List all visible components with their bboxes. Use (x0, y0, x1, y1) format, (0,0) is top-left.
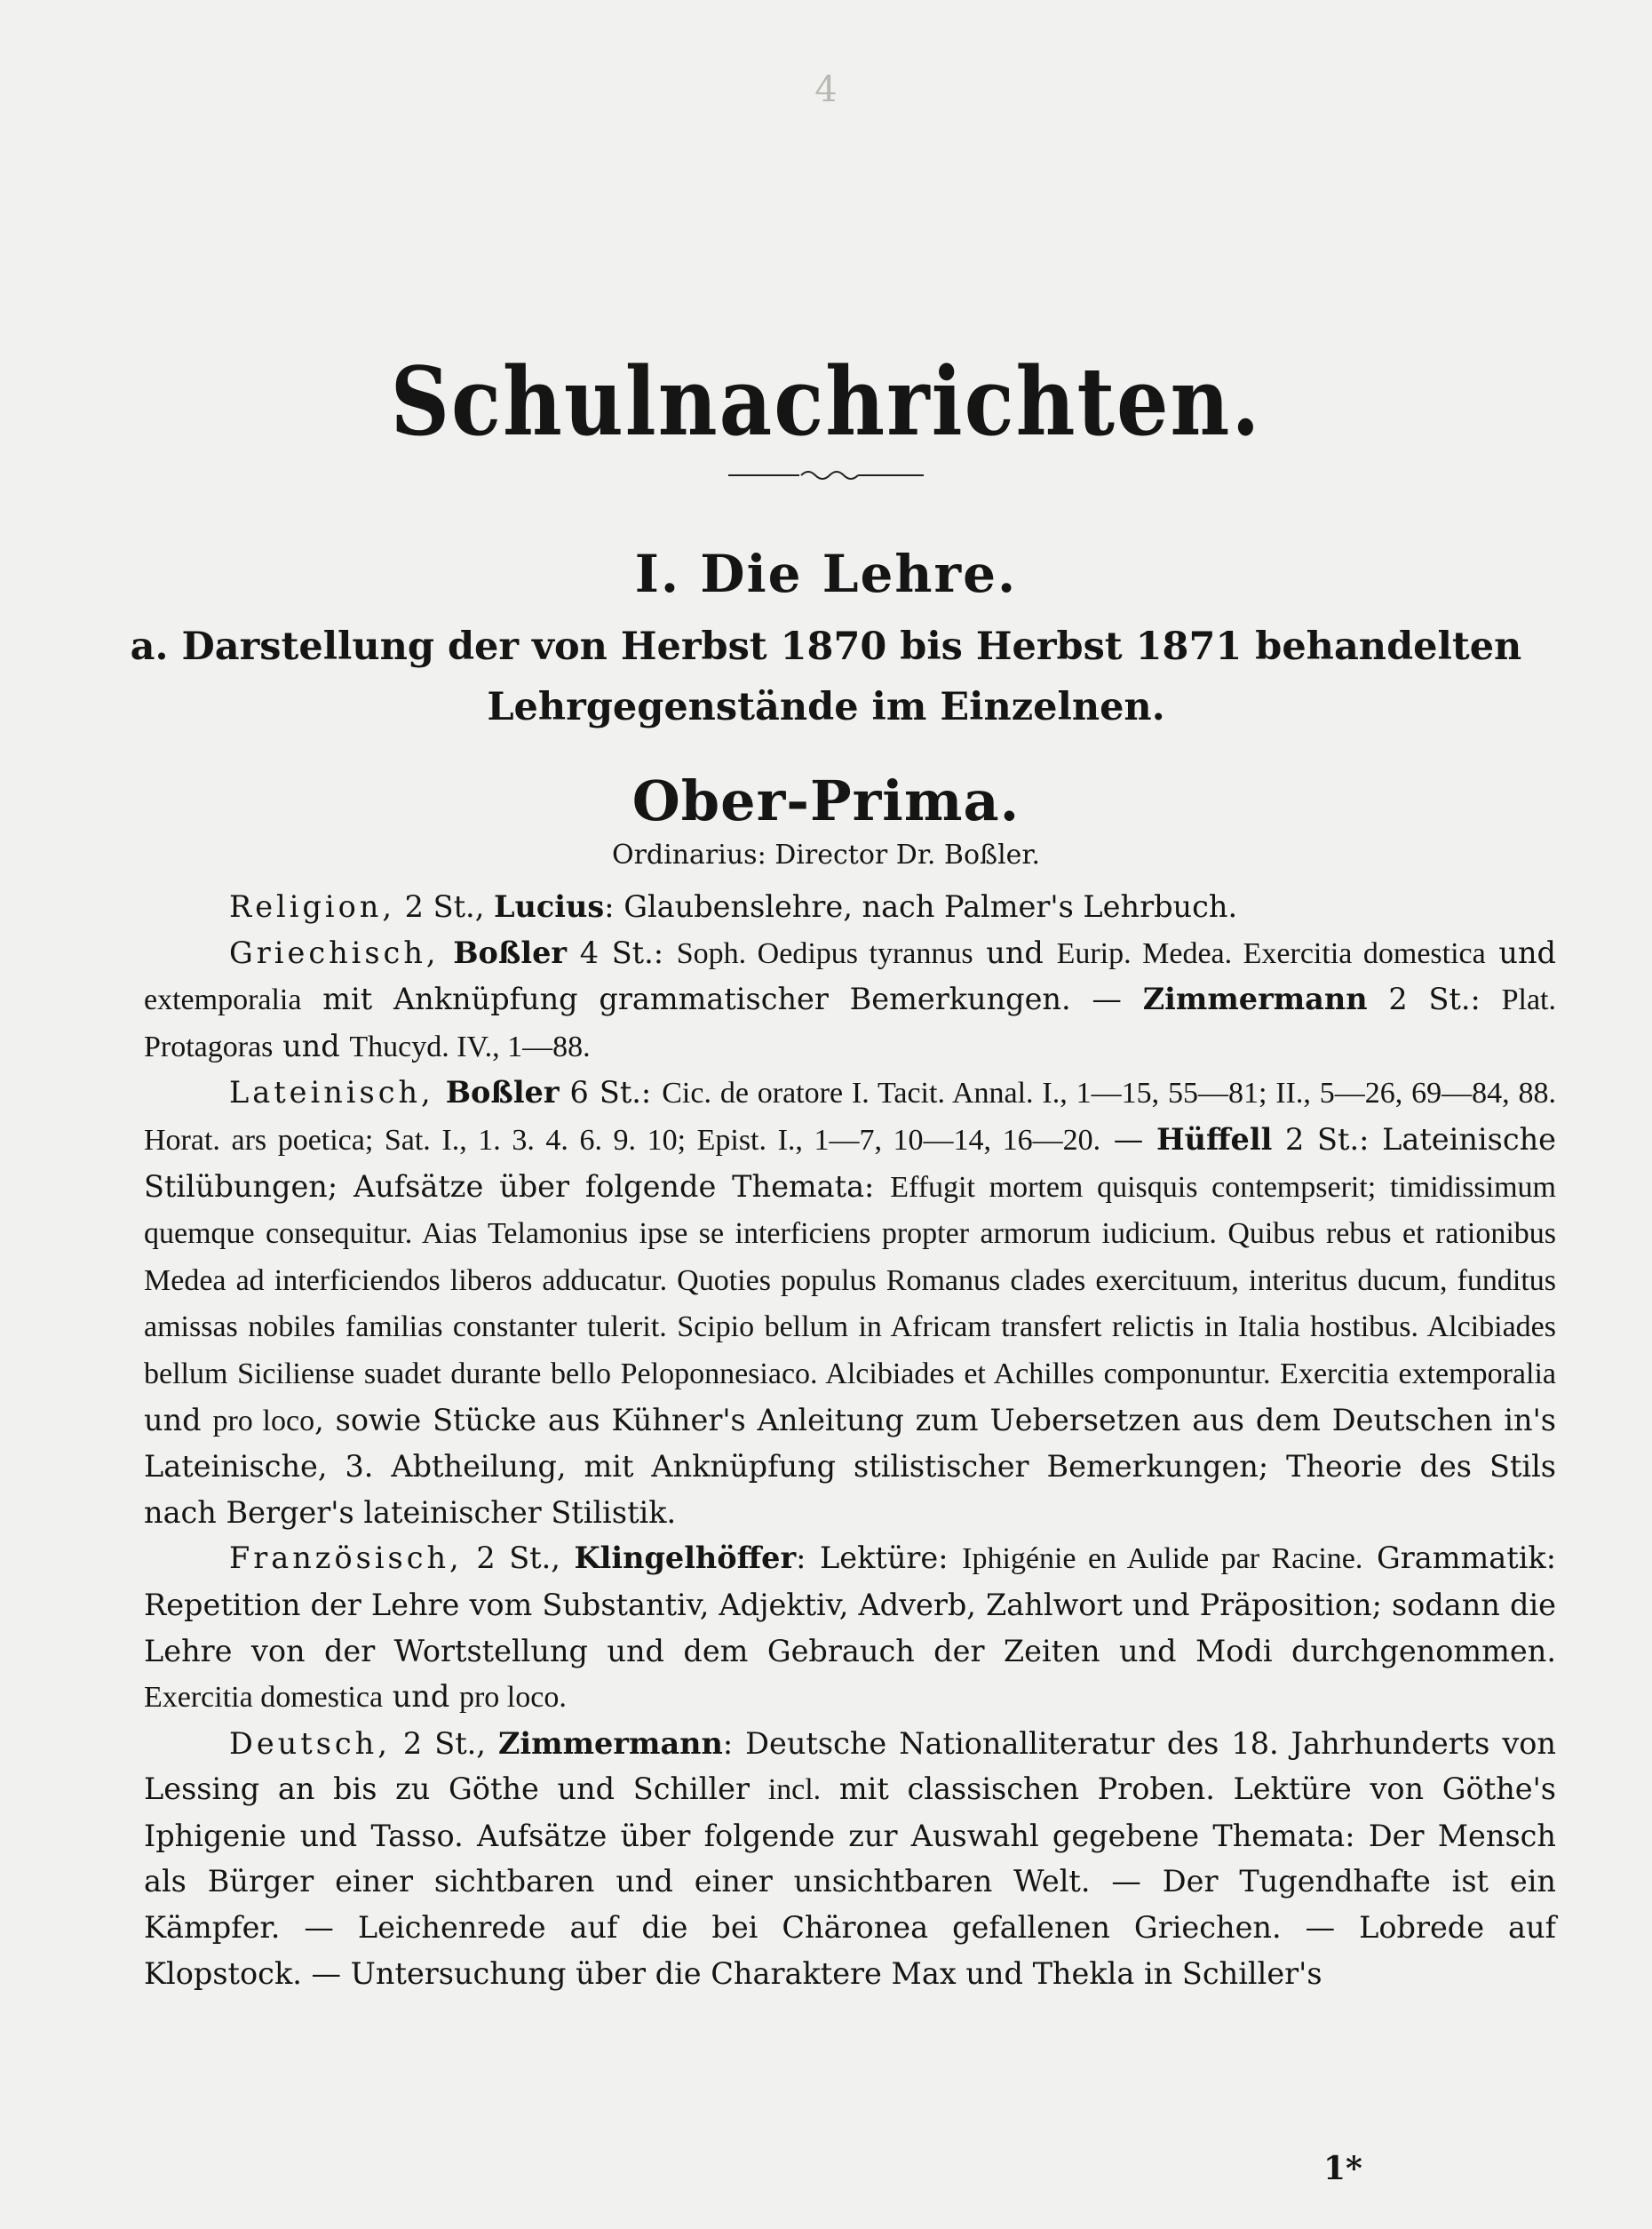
latin-text: Soph. Oedipus tyrannus (676, 936, 973, 970)
paragraph-text: : Deutsche Nationalliteratur des 18. Jahrhunderts von Lessing an bis zu Göthe und Schiller (144, 1725, 1557, 1807)
subsection-heading-line1: a. Darstellung der von Herbst 1870 bis Herbst 1871 behandelten (130, 625, 1522, 669)
paragraph-text: und (144, 1402, 213, 1437)
hours: 2 St., (395, 889, 494, 924)
subsection-heading-line2: Lehrgegenstände im Einzelnen. (487, 685, 1165, 729)
subsection-heading (0, 617, 1652, 737)
class-heading: Ober-Prima. (631, 768, 1021, 833)
latin-text: Thucyd. IV., 1—88. (349, 1030, 591, 1063)
paragraph-deutsch (144, 1721, 1556, 1997)
ordinarius-line: Ordinarius: Director Dr. Boßler. (611, 840, 1041, 871)
subject-name: Griechisch, (229, 935, 440, 970)
paragraph-text: : Lektüre: (796, 1540, 963, 1576)
paragraph-text: und (383, 1679, 459, 1715)
section-heading: I. Die Lehre. (634, 544, 1018, 604)
latin-text: Iphigénie en Aulide par Racine. (962, 1542, 1363, 1576)
subject-name: Religion, (229, 889, 396, 924)
teacher-name: Boßler (433, 1075, 560, 1111)
latin-text: Eurip. Medea. Exercitia domestica (1056, 936, 1486, 970)
teacher-name: Zimmermann (1142, 982, 1368, 1017)
subject-name: Französisch, (229, 1540, 463, 1576)
paragraph-text: — (1100, 1121, 1157, 1157)
latin-text: pro loco. (458, 1681, 567, 1715)
paragraph-text: Grammatik: Repetition der Lehre vom Substantiv, Adjektiv, Adverb, Zahlwort und Präposition; sodann die Lehre von der Wortstellung und dem Gebrauch der Zeiten und Modi durchgenommen. (144, 1540, 1557, 1668)
latin-text: Cic. de oratore I. Tacit. Annal. I., 1—15, 55—81; II., 5—26, 69—84, 88. Horat. ars poetica; Sat. I., 1. 3. 4. 6. 9. 10; Epist. I., 1—7, 10—14, 16—20. (144, 1077, 1556, 1157)
hours: 2 St.: (1367, 982, 1502, 1017)
paragraph-lateinisch (144, 1070, 1556, 1535)
latin-text: pro loco (212, 1404, 315, 1437)
latin-text: Plat. Protagoras (144, 983, 1556, 1063)
latin-text: Effugit mortem quisquis contempserit; timidissimum quemque consequitur. Aias Telamonius ipse se interficiens propter armorum iudicium. Quibus rebus et rationibus Medea ad interficiendos liberos adducatur. Quoties populus Romanus clades exercituum, interitus ducum, funditus amissas nobiles familias constanter tulerit. Scipio bellum in Africam transfert relictis in Italia hostibus. Alcibiades bellum Siciliense suadet durante bello Peloponnesiaco. Alcibiades et Achilles componuntur. Exercitia extemporalia (144, 1170, 1556, 1390)
paragraph-franzoesisch (144, 1535, 1556, 1720)
latin-text: incl. (767, 1773, 822, 1807)
paragraph-text: , sowie Stücke aus Kühner's Anleitung zum Uebersetzen aus dem Deutschen in's Lateinische, 3. Abtheilung, mit Anknüpfung stilistischer Bemerkungen; Theorie des Stils nach Berger's lateinischer Stilistik. (144, 1402, 1556, 1530)
signature-mark: 1* (1323, 2150, 1362, 2187)
bleed-through-text (133, 169, 1554, 214)
paragraph-text: mit classischen Proben. Lektüre von Göthe's Iphigenie und Tasso. Aufsätze über folgende zur Auswahl gegebene Themata: Der Mensch als Bürger einer sichtbaren und einer unsichtbaren Welt. — Der Tugendhafte ist ein Kämpfer. — Leichenrede auf die bei Chäronea gefallenen Griechen. — Lobrede auf Klopstock. — Untersuchung über die Charaktere Max und Thekla in Schiller's (144, 1771, 1556, 1991)
hours: 2 St., (462, 1540, 575, 1576)
teacher-name: Lucius (494, 889, 605, 924)
teacher-name: Zimmermann (497, 1725, 723, 1761)
latin-text: Exercitia domestica (144, 1681, 384, 1715)
paragraph-religion (144, 884, 1556, 930)
body-text (144, 884, 1556, 1996)
paragraph-text: : Glaubenslehre, nach Palmer's Lehrbuch. (604, 889, 1238, 924)
title-ornament-divider (728, 466, 924, 484)
subject-name: Deutsch, (229, 1725, 391, 1761)
paragraph-text: und (1485, 935, 1557, 970)
page-title: Schulnachrichten. (390, 346, 1262, 458)
teacher-name: Hüffell (1156, 1121, 1273, 1157)
hours: 4 St.: (567, 935, 677, 970)
paragraph-text: und (973, 935, 1057, 970)
paragraph-text: Lateinische Stilübungen; Aufsätze über folgende Themata: (144, 1121, 1556, 1204)
hours: 2 St., (390, 1725, 498, 1761)
paragraph-text: mit Anknüpfung grammatischer Bemerkungen. — (301, 982, 1143, 1017)
hours: 2 St.: (1272, 1121, 1383, 1157)
hours: 6 St.: (559, 1075, 663, 1111)
paragraph-text: und (273, 1028, 350, 1063)
subject-name: Lateinisch, (229, 1075, 434, 1111)
latin-text: extemporalia (144, 983, 302, 1017)
page-number-top: 4 (814, 69, 838, 110)
teacher-name: Boßler (439, 935, 568, 970)
teacher-name: Klingelhöffer (574, 1540, 797, 1576)
paragraph-griechisch (144, 930, 1556, 1071)
